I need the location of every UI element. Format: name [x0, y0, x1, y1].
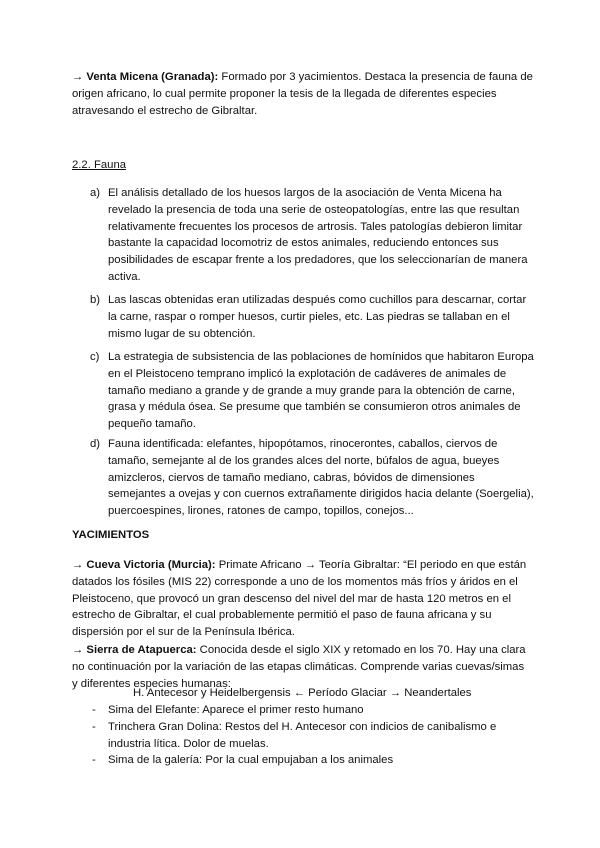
- text-line: El análisis detallado de los huesos largos de la asociación de Venta Micena ha: [108, 187, 502, 199]
- text-line: relativamente frecuentes los procesos de artrosis. Tales patologías debieron limitar: [108, 220, 523, 233]
- text-line: posibilidades de escapar frente a los predadores, que los seleccionarían de manera: [108, 254, 528, 267]
- text-line: activa.: [108, 270, 141, 283]
- cueva-victoria-lead: → Cueva Victoria (Murcia):: [72, 559, 216, 571]
- text-line: amizcleros, ciervos de tamaño mediano, cabras, bóvidos de dimensiones: [108, 471, 475, 484]
- venta-micena-paragraph: [72, 69, 542, 119]
- text-line: dispersión por el sur de la Península Ibérica.: [72, 626, 295, 639]
- list-item: [90, 436, 548, 520]
- text-line: puercoespines, lirones, ratones de campo, topillos, conejos...: [108, 505, 414, 518]
- text-line: Trinchera Gran Dolina: Restos del H. Antecesor con indicios de canibalismo e: [108, 721, 497, 733]
- cueva-victoria-paragraph: [72, 557, 542, 641]
- text-line: atravesando el estrecho de Gibraltar.: [72, 104, 258, 117]
- list-marker: a): [90, 187, 101, 199]
- list-marker: c): [90, 351, 100, 363]
- text-line: origen africano, lo cual permite proponer la tesis de la llegada de diferentes especies: [72, 87, 497, 100]
- text-line: mismo lugar de su obtención.: [108, 327, 256, 340]
- list-marker: d): [90, 438, 101, 450]
- text-line: Sima de la galería: Por la cual empujaban a los animales: [108, 754, 394, 766]
- text-line: revelado la presencia de toda una serie de osteopatologías, entre las que resultan: [108, 203, 520, 216]
- list-item: [92, 752, 548, 769]
- list-item: [92, 719, 548, 753]
- text-line: no continuación por la variación de las etapas climáticas. Comprende varias cuevas/simas: [72, 660, 525, 673]
- text-line: estrecho de Gibraltar, el cual probablemente permitió el paso de fauna africana y su: [72, 609, 492, 622]
- text-line: datados los fósiles (MIS 22) corresponde a uno de los momentos más fríos y áridos en el: [72, 575, 518, 588]
- list-item: [90, 185, 548, 286]
- text-line: Pleistoceno, que provocó un gran descenso del nivel del mar de hasta 120 metros en el: [72, 592, 511, 605]
- list-marker: b): [90, 294, 101, 306]
- text-line: Fauna identificada: elefantes, hipopótamos, rinocerontes, caballos, ciervos de: [108, 438, 498, 450]
- text-line: industria lítica. Dolor de muelas.: [108, 737, 269, 750]
- list-item: [90, 349, 548, 433]
- yacimientos-heading: YACIMIENTOS: [72, 529, 150, 541]
- text-line: pequeño tamaño.: [108, 418, 196, 431]
- text-line: bastante la capacidad locomotriz de estos animales, reduciendo entonces sus: [108, 237, 499, 250]
- atapuerca-lead: → Sierra de Atapuerca:: [72, 644, 197, 656]
- list-marker: -: [92, 754, 96, 766]
- text-line: y diferentes especies humanas:: [72, 677, 231, 690]
- list-marker: -: [92, 721, 96, 733]
- text-line: Las lascas obtenidas eran utilizadas después como cuchillos para descarnar, cortar: [108, 294, 527, 306]
- text-line: Primate Africano → Teoría Gibraltar: “El periodo en que están: [215, 559, 527, 571]
- list-marker: -: [92, 704, 96, 716]
- text-line: Conocida desde el siglo XIX y retomado en los 70. Hay una clara: [196, 644, 526, 656]
- fauna-heading: 2.2. Fauna: [72, 159, 127, 171]
- text-line: Formado por 3 yacimientos. Destaca la presencia de fauna de: [218, 71, 533, 83]
- text-line: tamaño mediano a grande y de grande a muy grande para la obtención de carne,: [108, 384, 515, 397]
- list-item: [92, 702, 548, 719]
- text-line: la carne, raspar o romper huesos, curtir pieles, etc. Las piedras se tallaban en el: [108, 310, 510, 323]
- list-item: [90, 292, 548, 342]
- text-line: La estrategia de subsistencia de las poblaciones de homínidos que habitaron Europa: [108, 351, 534, 363]
- text-line: grasa y médula ósea. Se presume que también se consumieron otros animales de: [108, 401, 521, 414]
- text-line: en el Pleistoceno temprano implicó la explotación de cadáveres de animales de: [108, 367, 507, 380]
- text-line: Sima del Elefante: Aparece el primer resto humano: [108, 704, 364, 716]
- atapuerca-centered-line: H. Antecesor y Heidelbergensis ← Período Glaciar → Neandertales: [133, 687, 472, 699]
- venta-micena-lead: → Venta Micena (Granada):: [72, 71, 219, 83]
- text-line: semejantes a ovejas y con cuernos extrañamente dirigidos hacia delante (Soergelia),: [108, 488, 534, 501]
- text-line: tamaño, semejante al de los grandes alces del norte, búfalos de agua, bueyes: [108, 454, 500, 467]
